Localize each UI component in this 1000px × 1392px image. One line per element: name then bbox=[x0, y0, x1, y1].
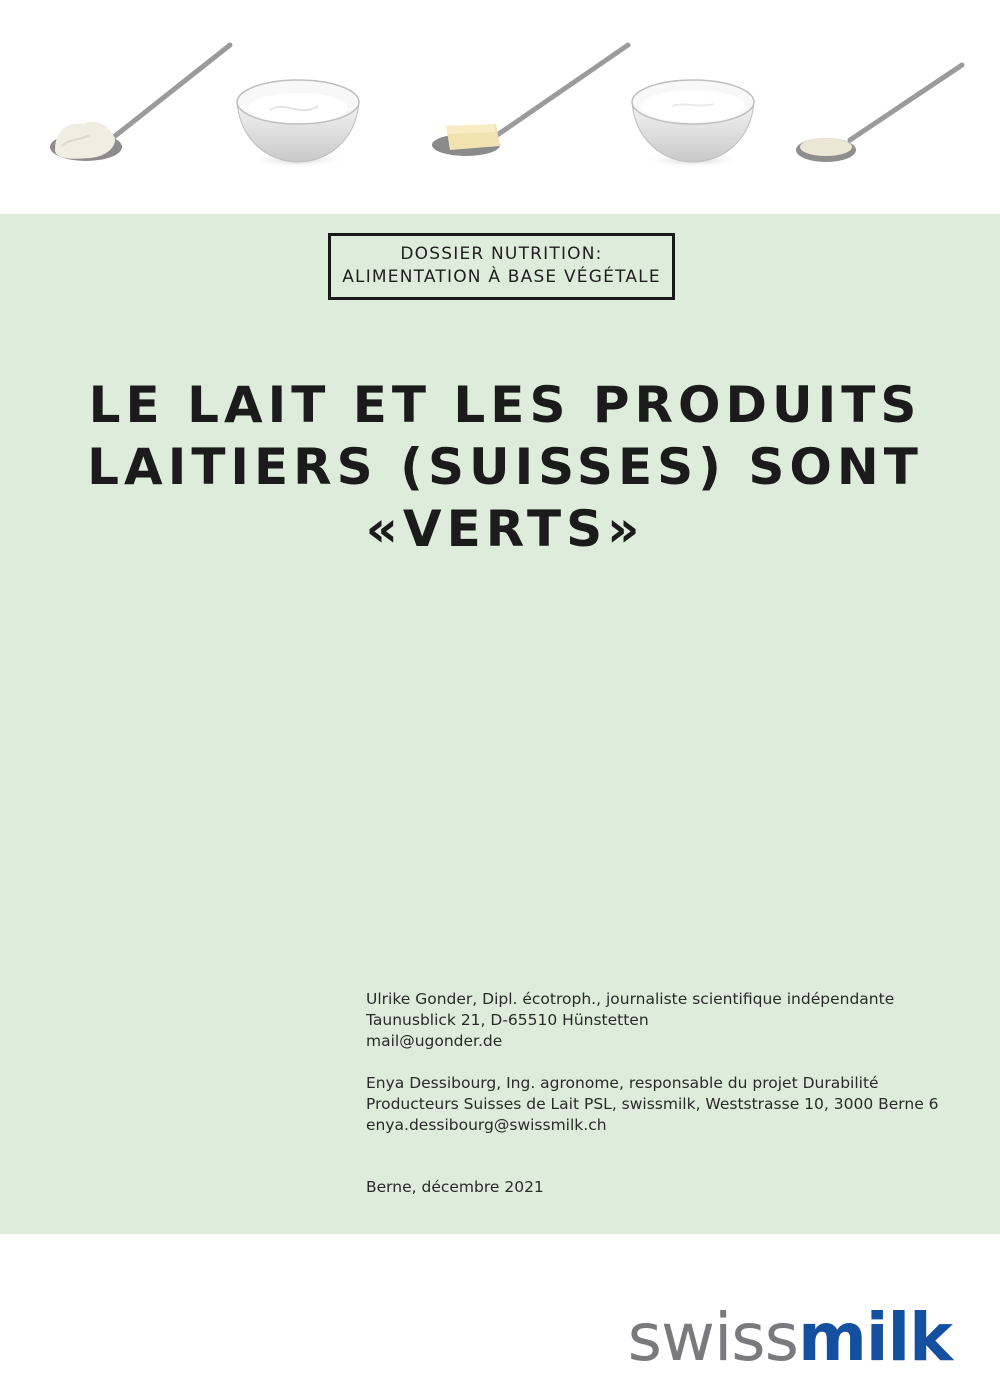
author-block-2 bbox=[366, 1073, 966, 1136]
author1-name-title: Ulrike Gonder, Dipl. écotroph., journaliste scientifique indépendante bbox=[366, 990, 895, 1008]
dossier-label bbox=[328, 233, 675, 300]
author2-address: Producteurs Suisses de Lait PSL, swissmilk, Weststrasse 10, 3000 Berne 6 bbox=[366, 1095, 939, 1113]
spoon-with-butter bbox=[432, 45, 628, 156]
document-title bbox=[60, 374, 950, 560]
bowl-of-yogurt bbox=[237, 80, 359, 168]
cover-panel bbox=[0, 214, 1000, 1234]
publication-date: Berne, décembre 2021 bbox=[366, 1178, 544, 1196]
swissmilk-logo bbox=[628, 1298, 952, 1378]
dossier-label-line2: ALIMENTATION À BASE VÉGÉTALE bbox=[342, 267, 661, 287]
author-information bbox=[366, 989, 966, 1198]
logo-milk: milk bbox=[798, 1299, 952, 1376]
title-line3: «VERTS» bbox=[365, 500, 645, 558]
logo-swiss: swiss bbox=[627, 1299, 799, 1376]
dairy-photo-strip bbox=[0, 0, 1000, 214]
title-line1: LE LAIT ET LES PRODUITS bbox=[88, 376, 922, 434]
bowl-of-yogurt-2 bbox=[632, 80, 754, 168]
spoon-cottage-cheese bbox=[50, 45, 230, 161]
author2-name-title: Enya Dessibourg, Ing. agronome, responsable du projet Durabilité bbox=[366, 1074, 879, 1092]
author1-email: mail@ugonder.de bbox=[366, 1032, 503, 1050]
title-line2: LAITIERS (SUISSES) SONT bbox=[87, 438, 923, 496]
dairy-products-illustration bbox=[0, 0, 1000, 214]
author2-email: enya.dessibourg@swissmilk.ch bbox=[366, 1116, 607, 1134]
spoon-with-cream bbox=[796, 65, 962, 162]
author1-address: Taunusblick 21, D-65510 Hünstetten bbox=[366, 1011, 649, 1029]
dossier-label-line1: DOSSIER NUTRITION: bbox=[400, 244, 603, 264]
author-block-1 bbox=[366, 989, 966, 1052]
